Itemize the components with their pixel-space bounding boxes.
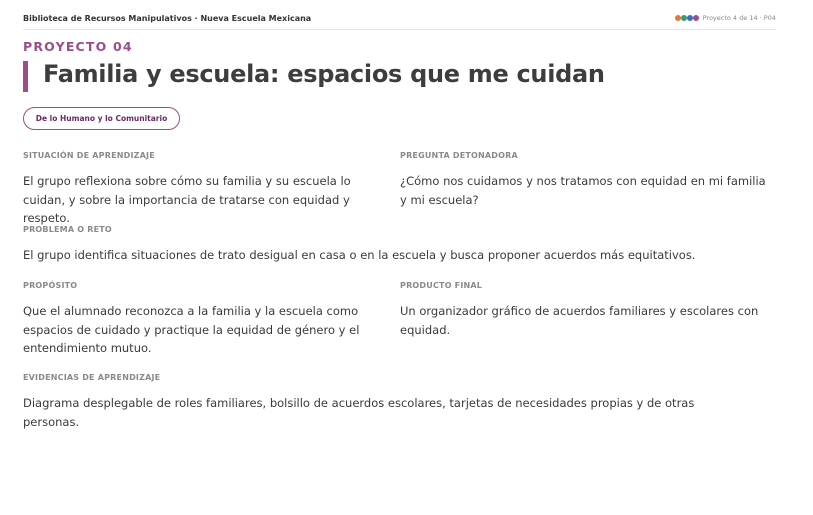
section-producto bbox=[400, 281, 776, 339]
progress-dot bbox=[687, 15, 693, 21]
section-text: Que el alumnado reconozca a la familia y la escuela como espacios de cuidado y practique la equidad de género y el entendimiento mutuo. bbox=[23, 304, 360, 355]
section-heading: PRODUCTO FINAL bbox=[400, 281, 483, 290]
title-accent-bar bbox=[23, 61, 28, 92]
section-heading: SITUACIÓN DE APRENDIZAJE bbox=[23, 151, 155, 160]
brand-text: Biblioteca de Recursos Manipulativos · Nueva Escuela Mexicana bbox=[23, 14, 312, 23]
progress-dot bbox=[681, 15, 687, 21]
project-label: PROYECTO 04 bbox=[23, 39, 133, 54]
field-tag: De lo Humano y lo Comunitario bbox=[23, 107, 180, 130]
progress-dot bbox=[675, 15, 681, 21]
section-heading: PROBLEMA O RETO bbox=[23, 225, 112, 234]
section-proposito bbox=[23, 281, 375, 358]
section-heading: EVIDENCIAS DE APRENDIZAJE bbox=[23, 373, 161, 382]
section-text: Diagrama desplegable de roles familiares, bolsillo de acuerdos escolares, tarjetas de necesidades propias y de otras personas. bbox=[23, 396, 695, 429]
section-situacion bbox=[23, 151, 395, 228]
section-text: Un organizador gráfico de acuerdos familiares y escolares con equidad. bbox=[400, 304, 759, 337]
progress-text: Proyecto 4 de 14 · P04 bbox=[702, 14, 776, 22]
progress-dot bbox=[693, 15, 699, 21]
top-bar bbox=[23, 13, 776, 30]
section-text: ¿Cómo nos cuidamos y nos tratamos con equidad en mi familia y mi escuela? bbox=[400, 174, 766, 207]
section-evidencias bbox=[23, 373, 713, 431]
section-heading: PROPÓSITO bbox=[23, 281, 78, 290]
section-text: El grupo identifica situaciones de trato desigual en casa o en la escuela y busca proponer acuerdos más equitativos. bbox=[23, 248, 696, 262]
section-pregunta bbox=[400, 151, 776, 209]
section-problema bbox=[23, 225, 776, 265]
progress-indicator bbox=[675, 14, 776, 22]
page-title: Familia y escuela: espacios que me cuidan bbox=[43, 60, 605, 88]
section-text: El grupo reflexiona sobre cómo su familia y su escuela lo cuidan, y sobre la importancia de tratarse con equidad y respeto. bbox=[23, 174, 351, 225]
section-heading: PREGUNTA DETONADORA bbox=[400, 151, 518, 160]
